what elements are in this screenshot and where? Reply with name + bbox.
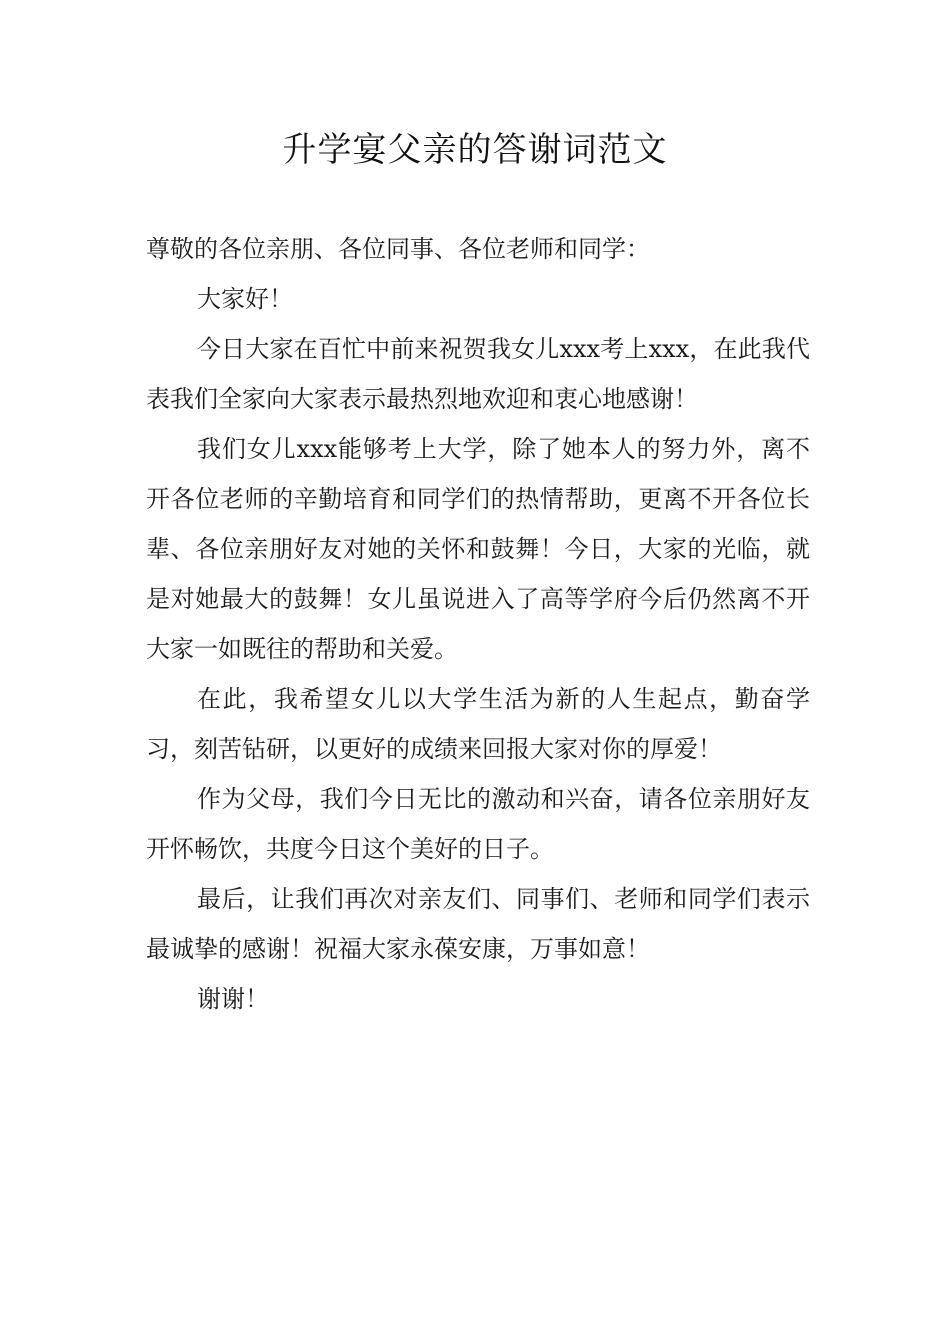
paragraph-greeting: 大家好！	[197, 285, 293, 313]
paragraph-hope: 在此，我希望女儿以大学生活为新的人生起点，勤奋学习，刻苦钻研，以更好的成绩来回报大家对你的厚爱！	[146, 685, 810, 763]
paragraph-gratitude: 我们女儿xxx能够考上大学，除了她本人的努力外，离不开各位老师的辛勤培育和同学们的热情帮助，更离不开各位长辈、各位亲朋好友对她的关怀和鼓舞！今日，大家的光临，就是对她最大的鼓舞！女儿虽说进入了高等学府今后仍然离不开大家一如既往的帮助和关爱。	[146, 435, 810, 663]
paragraph-closing: 最后，让我们再次对亲友们、同事们、老师和同学们表示最诚挚的感谢！祝福大家永葆安康，万事如意！	[146, 885, 810, 963]
paragraph-welcome: 今日大家在百忙中前来祝贺我女儿xxx考上xxx，在此我代表我们全家向大家表示最热烈地欢迎和衷心地感谢！	[146, 335, 810, 413]
document-body	[146, 224, 810, 1024]
paragraph-thanks: 谢谢！	[197, 985, 269, 1013]
document-title: 升学宴父亲的答谢词范文	[282, 130, 668, 170]
paragraph-invitation: 作为父母，我们今日无比的激动和兴奋，请各位亲朋好友开怀畅饮，共度今日这个美好的日子。	[146, 785, 810, 863]
salutation: 尊敬的各位亲朋、各位同事、各位老师和同学：	[146, 235, 650, 263]
